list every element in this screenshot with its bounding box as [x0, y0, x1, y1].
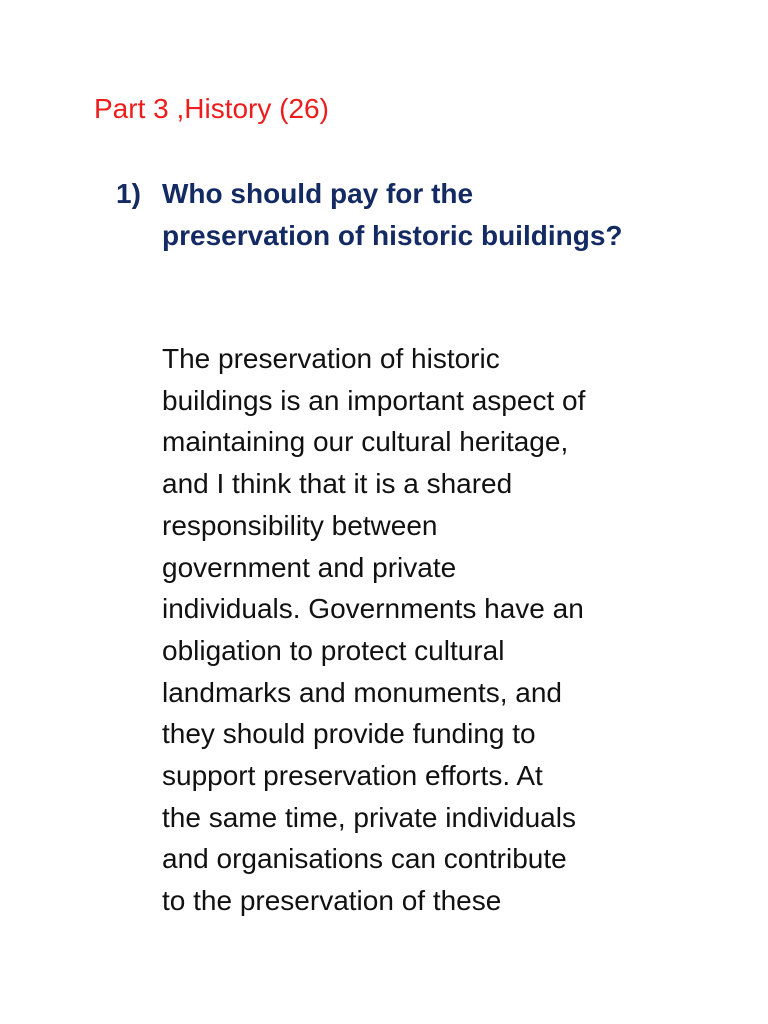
section-heading: Part 3 ,History (26): [94, 93, 329, 124]
answer-line: and organisations can contribute: [162, 843, 567, 875]
answer-line: to the preservation of these: [162, 885, 502, 917]
answer-line: The preservation of historic: [162, 343, 500, 374]
answer-line: responsibility between: [162, 509, 438, 541]
question-number: 1): [116, 178, 141, 209]
question-text: [162, 173, 623, 257]
answer-line: obligation to protect cultural: [162, 634, 505, 666]
answer-line: the same time, private individuals: [162, 801, 576, 833]
answer-line: they should provide funding to: [162, 718, 536, 750]
answer-line: individuals. Governments have an: [162, 593, 584, 625]
question-1: [116, 173, 736, 257]
question-line: preservation of historic buildings?: [162, 220, 623, 251]
answer-line: buildings is an important aspect of: [162, 384, 586, 416]
answer-paragraph: [162, 338, 752, 922]
answer-line: landmarks and monuments, and: [162, 676, 562, 708]
question-line: Who should pay for the: [162, 178, 474, 209]
answer-line: support preservation efforts. At: [162, 760, 543, 792]
answer-line: maintaining our cultural heritage,: [162, 426, 569, 458]
answer-line: and I think that it is a shared: [162, 468, 513, 500]
answer-line: government and private: [162, 551, 457, 583]
